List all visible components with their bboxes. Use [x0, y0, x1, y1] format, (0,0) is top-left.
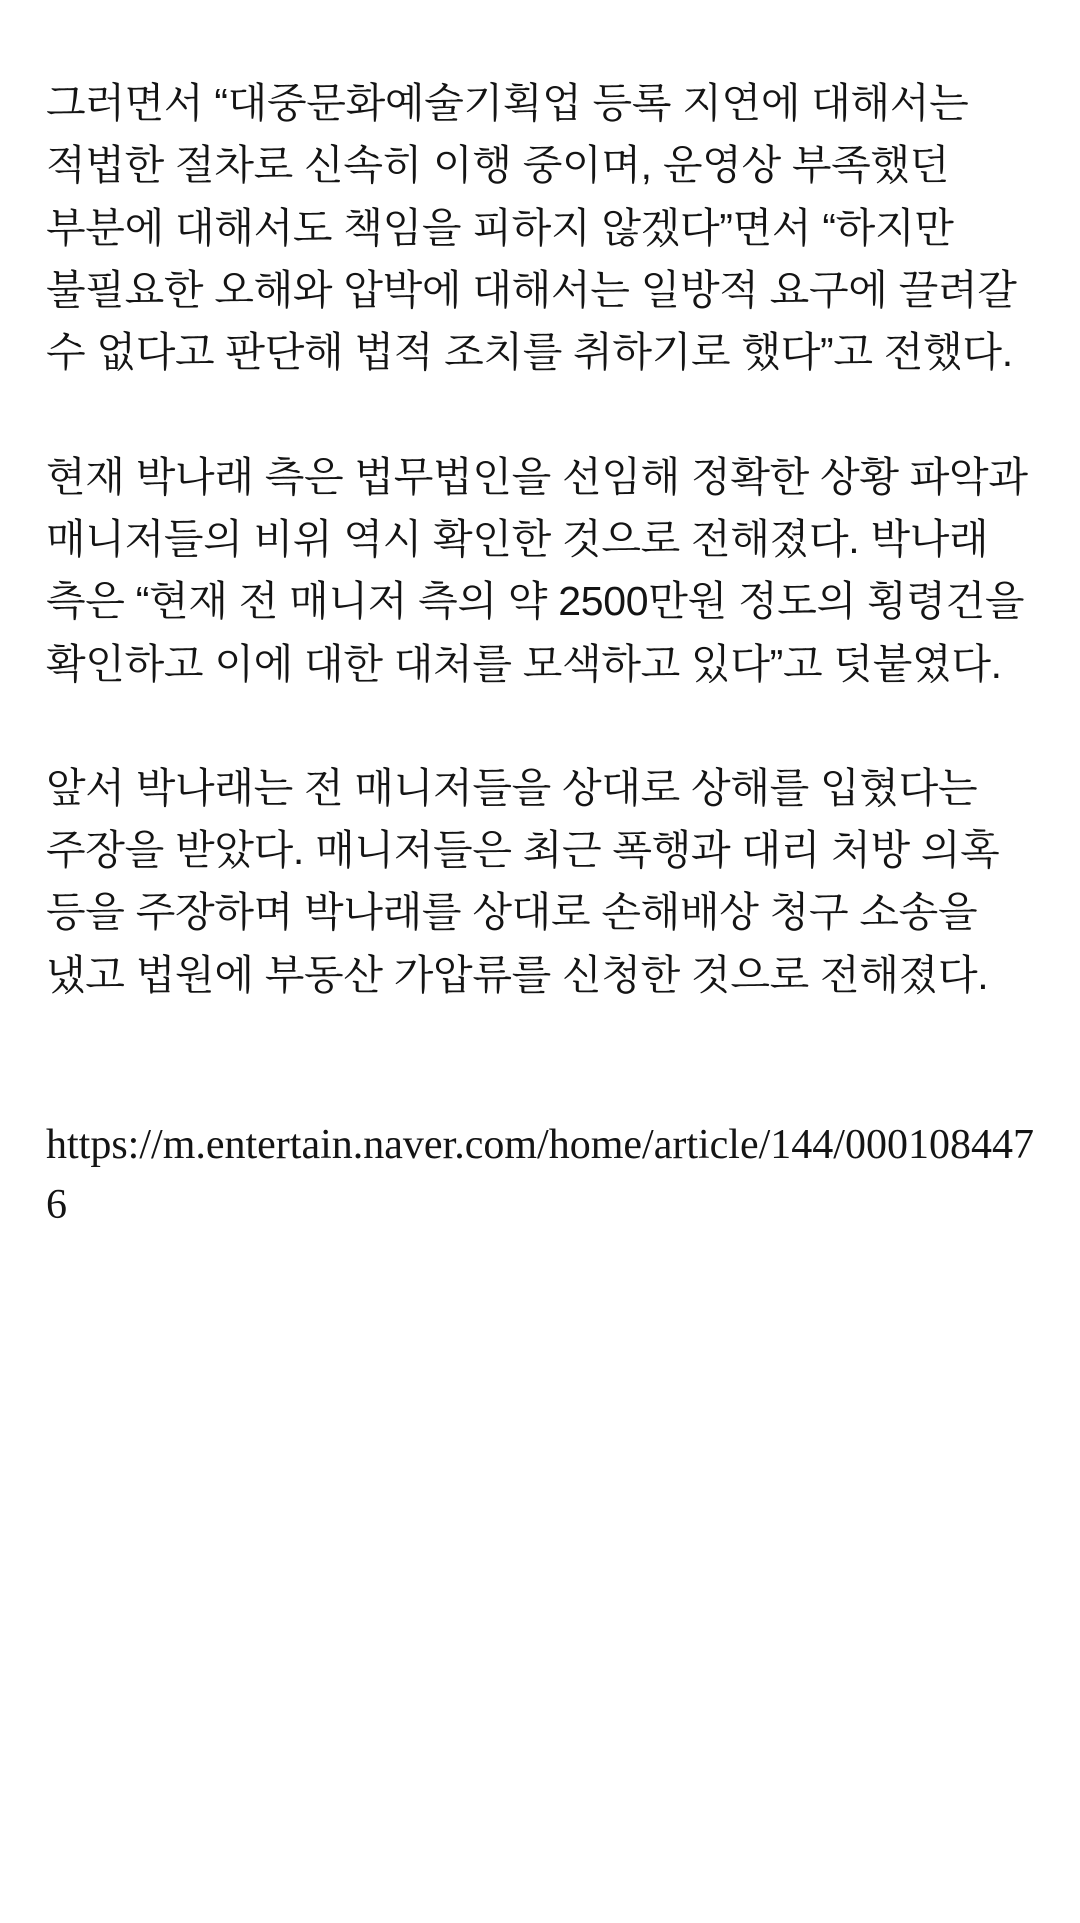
section-spacer [46, 1006, 1034, 1116]
article-paragraph: 그러면서 “대중문화예술기획업 등록 지연에 대해서는 적법한 절차로 신속히 이행 중이며, 운영상 부족했던 부분에 대해서도 책임을 피하지 않겠다”면서 “하지만 불필요한 오해와 압박에 대해서는 일방적 요구에 끌려갈 수 없다고 판단해 법적 조치를 취하기로 했다”고 전했다. [46, 80, 1017, 376]
article-paragraph: 현재 박나래 측은 법무법인을 선임해 정확한 상황 파악과 매니저들의 비위 역시 확인한 것으로 전해졌다. 박나래 측은 “현재 전 매니저 측의 약 2500만원 정도의 횡령건을 확인하고 이에 대한 대처를 모색하고 있다”고 덧붙였다. [46, 453, 1028, 687]
article-paragraph: 앞서 박나래는 전 매니저들을 상대로 상해를 입혔다는 주장을 받았다. 매니저들은 최근 폭행과 대리 처방 의혹 등을 주장하며 박나래를 상대로 손해배상 청구 소송을 냈고 법원에 부동산 가압류를 신청한 것으로 전해졌다. [46, 764, 1000, 998]
source-url-link[interactable]: https://m.entertain.naver.com/home/article/144/0001084476 [46, 1122, 1034, 1228]
article-body [46, 72, 1034, 1235]
